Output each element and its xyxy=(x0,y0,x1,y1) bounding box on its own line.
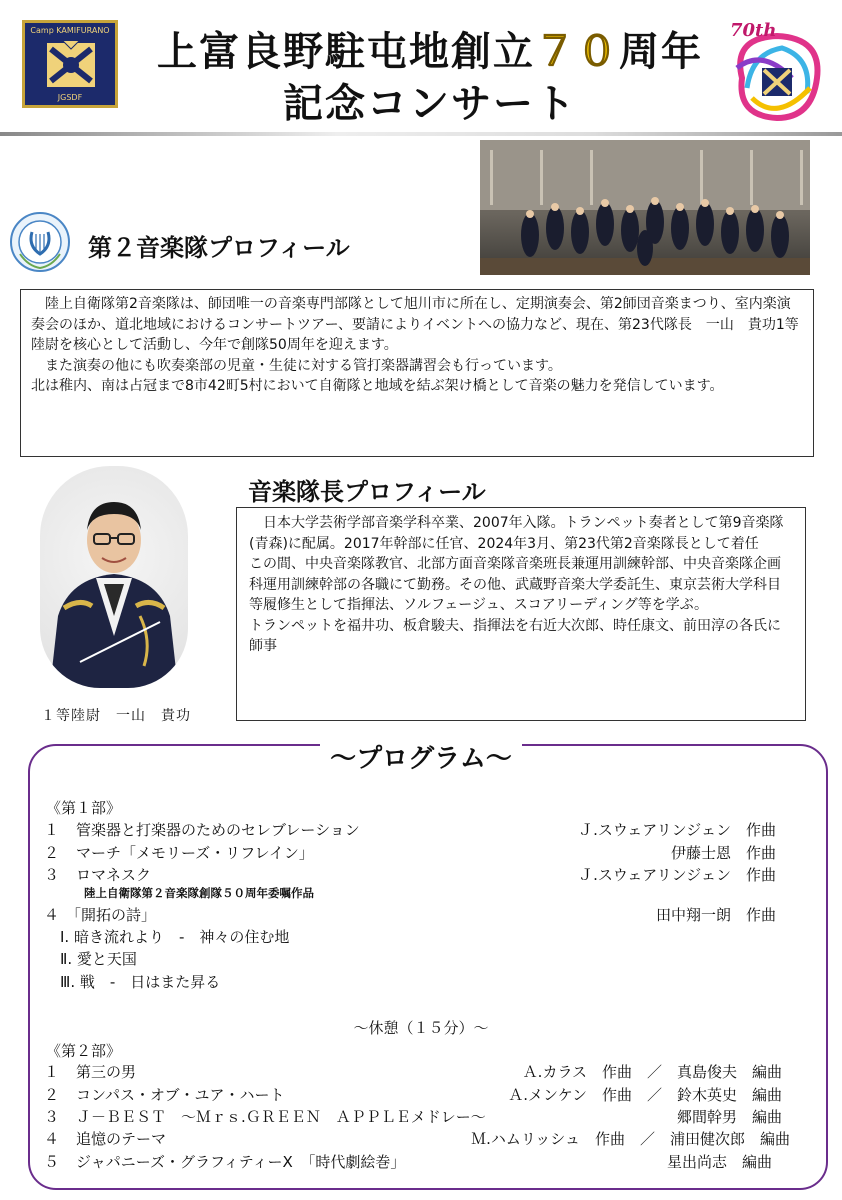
program-item-number: ４ xyxy=(44,906,60,924)
logo-70th-text: 70th xyxy=(730,20,777,41)
band-profile-heading: 第２音楽隊プロフィール xyxy=(88,234,350,262)
band-group-photo xyxy=(480,140,810,275)
program-item-credit: 郷間幹男 編曲 xyxy=(676,1108,782,1126)
part1-label: 《第１部》 xyxy=(46,799,122,817)
logo-left-top-text: Camp KAMIFURANO xyxy=(30,26,110,35)
band-photo-graphic xyxy=(480,140,810,275)
leader-profile-heading: 音楽隊長プロフィール xyxy=(248,478,486,506)
program-item-credit: 星出尚志 編曲 xyxy=(666,1153,772,1171)
movement-item: Ⅲ. 戦 - 日はまた昇る xyxy=(60,973,221,991)
program-item-credit: 伊藤士恩 作曲 xyxy=(670,844,776,862)
program-item-credit: Ｊ.スウェアリンジェン 作曲 xyxy=(578,866,776,884)
conductor-portrait xyxy=(40,466,188,688)
program-item-number: ４ xyxy=(44,1130,60,1148)
crest-icon xyxy=(43,39,99,91)
page-title: 上富良野駐屯地創立７０周年 xyxy=(157,29,703,75)
program-title: ～プログラム～ xyxy=(0,738,842,775)
leader-profile-box xyxy=(236,507,806,721)
program-item-credit: 田中翔一朗 作曲 xyxy=(655,906,776,924)
program-item-credit: Ａ.カラス 作曲 ／ 真島俊夫 編曲 xyxy=(522,1063,782,1081)
band-profile-box xyxy=(20,289,814,457)
leader-profile-paragraph: 日本大学芸術学部音楽学科卒業、2007年入隊。トランペット奏者として第9音楽隊(青森)に配属。2017年幹部に任官、2024年3月、第23代第2音楽隊長として着任 xyxy=(249,515,784,552)
band-profile-paragraph: 北は稚内、南は占冠まで8市42町5村において自衛隊と地域を結ぶ架け橋として音楽の魅力を発信しています。 xyxy=(31,378,724,394)
title-digits: ７０ xyxy=(535,29,619,75)
band-profile-paragraph: また演奏の他にも吹奏楽部の児童・生徒に対する管打楽器講習会も行っています。 xyxy=(31,357,562,374)
program-item-note: 陸上自衛隊第２音楽隊創隊５０周年委嘱作品 xyxy=(84,886,314,900)
program-item-credit: Ｊ.スウェアリンジェン 作曲 xyxy=(578,821,776,839)
header-divider xyxy=(0,132,842,136)
70th-anniversary-logo xyxy=(722,18,832,130)
leader-profile-paragraph: トランペットを福井功、板倉駿夫、指揮法を右近大次郎、時任康文、前田淳の各氏に師事 xyxy=(249,617,781,654)
program-item-title: 追憶のテーマ xyxy=(76,1130,167,1148)
program-item-number: ２ xyxy=(44,844,60,862)
movement-item: Ⅰ. 暗き流れより - 神々の住む地 xyxy=(60,928,290,946)
program-item-title: ジャパニーズ・グラフィティーⅩ 「時代劇絵巻」 xyxy=(76,1153,406,1171)
conductor-portrait-graphic xyxy=(40,466,188,688)
movement-item: Ⅱ. 愛と天国 xyxy=(60,950,137,968)
page-subtitle: 記念コンサート xyxy=(283,81,577,127)
program-item-credit: Ａ.メンケン 作曲 ／ 鈴木英史 編曲 xyxy=(508,1086,782,1104)
program-item-number: ３ xyxy=(44,1108,60,1126)
logo-left-bottom-text: JGSDF xyxy=(57,93,83,102)
program-item-title: 「開拓の詩」 xyxy=(66,906,157,924)
band-profile-paragraph: 陸上自衛隊第2音楽隊は、師団唯一の音楽専門部隊として旭川市に所在し、定期演奏会、第2師団音楽まつり、室内楽演奏会のほか、道北地域におけるコンサートツアー、要請によりイベントへの協力など、現在、第23代隊長 一山 貴功1等陸尉を核心として活動し、今年で創隊50周年を迎えます。 xyxy=(31,296,799,353)
program-item-number: ３ xyxy=(44,866,60,884)
lyre-emblem-icon xyxy=(8,210,72,274)
program-item-number: １ xyxy=(44,821,60,839)
conductor-caption: １等陸尉 一山 貴功 xyxy=(41,708,191,724)
program-item-title: コンパス・オブ・ユア・ハート xyxy=(76,1086,285,1104)
program-item-number: ５ xyxy=(44,1153,60,1171)
intermission-label: ～休憩（１５分）～ xyxy=(353,1019,489,1037)
program-item-number: ２ xyxy=(44,1086,60,1104)
program-item-number: １ xyxy=(44,1063,60,1081)
program-item-title: Ｊ－ＢＥＳＴ ～Ｍｒｓ.ＧＲＥＥＮ ＡＰＰＬＥメドレー～ xyxy=(76,1108,486,1126)
program-item-title: 第三の男 xyxy=(76,1063,137,1081)
program-item-credit: Ｍ.ハムリッシュ 作曲 ／ 浦田健次郎 編曲 xyxy=(471,1130,790,1148)
program-item-title: マーチ「メモリーズ・リフレイン」 xyxy=(76,844,314,862)
program-item-title: ロマネスク xyxy=(76,866,152,884)
leader-profile-paragraph: この間、中央音楽隊教官、北部方面音楽隊音楽班長兼運用訓練幹部、中央音楽隊企画科運用訓練幹部の各職にて勤務。その他、武蔵野音楽大学委託生、東京芸術大学科目等履修生として指揮法、ソルフェージュ、スコアリーディング等を学ぶ。 xyxy=(249,556,781,613)
part2-label: 《第２部》 xyxy=(46,1042,122,1060)
camp-kamifurano-logo xyxy=(22,20,118,108)
program-item-title: 管楽器と打楽器のためのセレブレーション xyxy=(76,821,360,839)
